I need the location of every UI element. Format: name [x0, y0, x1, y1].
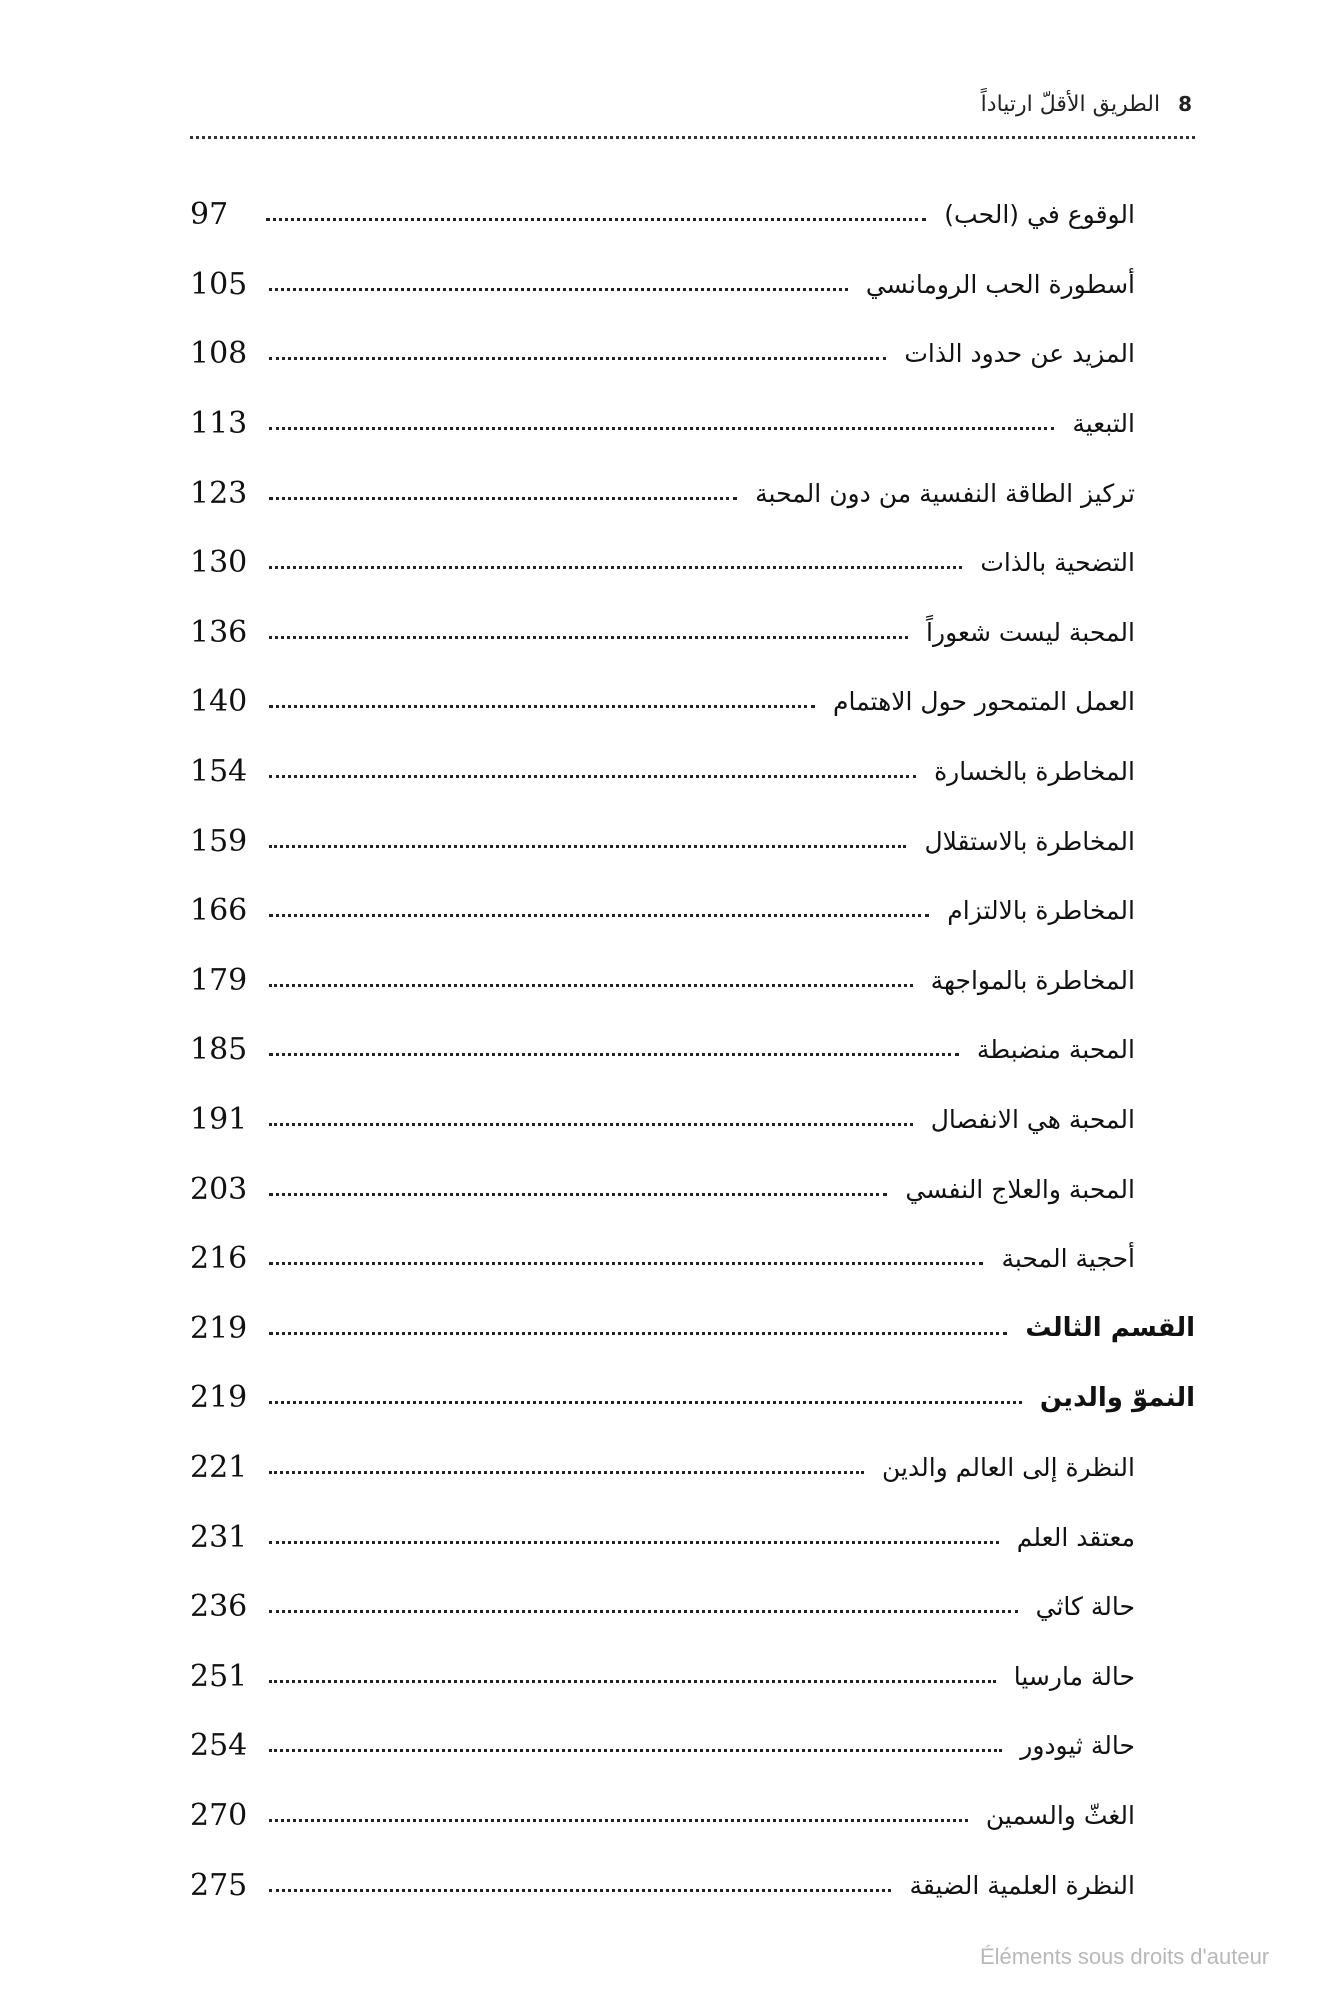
toc-entry[interactable] [190, 389, 1195, 459]
dot-leader [269, 1610, 1017, 1613]
toc-entry[interactable] [190, 876, 1195, 946]
toc-entry-title: التضحية بالذات [980, 548, 1135, 578]
toc-entry-title: معتقد العلم [1016, 1522, 1135, 1552]
dot-leader [269, 1819, 968, 1822]
dot-leader [269, 1471, 864, 1474]
toc-entry[interactable] [190, 1781, 1195, 1851]
book-title: الطريق الأقلّ ارتياداً [980, 92, 1161, 117]
toc-entry[interactable] [190, 1433, 1195, 1503]
dot-leader [269, 984, 912, 987]
toc-entry-page-number: 185 [190, 1032, 248, 1068]
toc-entry-page-number: 270 [190, 1797, 248, 1833]
page-number: 8 [1178, 92, 1192, 116]
toc-entry[interactable] [190, 528, 1195, 598]
toc-entry-title: الوقوع في (الحب) [944, 200, 1135, 230]
toc-entry-page-number: 97 [190, 197, 229, 233]
dot-leader [269, 1332, 1007, 1335]
toc-entry[interactable] [190, 1711, 1195, 1781]
toc-entry[interactable] [190, 1502, 1195, 1572]
toc-entry-page-number: 231 [190, 1519, 248, 1555]
toc-entry-title: حالة ثيودور [1020, 1731, 1135, 1761]
dot-leader [269, 1541, 998, 1544]
toc-entry-title: المخاطرة بالالتزام [947, 896, 1135, 926]
toc-entry-title: أسطورة الحب الرومانسي [865, 269, 1135, 299]
toc-entry[interactable] [190, 667, 1195, 737]
header-dotted-rule [190, 136, 1195, 139]
toc-entry-page-number: 236 [190, 1589, 248, 1625]
toc-entry-title: المحبة هي الانفصال [930, 1105, 1135, 1135]
toc-entry[interactable] [190, 1154, 1195, 1224]
toc-entry-page-number: 159 [190, 823, 248, 859]
toc-entry-page-number: 254 [190, 1728, 248, 1764]
toc-entry-title: التبعية [1072, 409, 1135, 439]
toc-entry-page-number: 191 [190, 1102, 248, 1138]
dot-leader [269, 566, 962, 569]
dot-leader [269, 427, 1054, 430]
toc-entry-page-number: 140 [190, 684, 248, 720]
toc-entry-title: النظرة العلمية الضيقة [909, 1870, 1135, 1900]
dot-leader [269, 845, 906, 848]
toc-entry-title: حالة كاثي [1035, 1592, 1135, 1622]
toc-entry-title: المحبة ليست شعوراً [926, 617, 1135, 647]
toc-section-heading[interactable] [190, 1363, 1195, 1433]
dot-leader [269, 1401, 1022, 1404]
toc-entry-page-number: 166 [190, 893, 248, 929]
toc-entry[interactable] [190, 598, 1195, 668]
toc-entry-page-number: 275 [190, 1867, 248, 1903]
toc-entry-page-number: 251 [190, 1658, 248, 1694]
copyright-watermark: Éléments sous droits d'auteur [980, 1944, 1270, 1969]
toc-entry-page-number: 154 [190, 754, 248, 790]
toc-entry-title: المحبة منضبطة [976, 1035, 1135, 1065]
toc-entry-page-number: 219 [190, 1310, 248, 1346]
dot-leader [269, 288, 848, 291]
running-head [981, 92, 1192, 117]
toc-entry[interactable] [190, 319, 1195, 389]
toc-entry[interactable] [190, 250, 1195, 320]
dot-leader [269, 775, 916, 778]
toc-entry-page-number: 123 [190, 475, 248, 511]
toc-entry-title: المخاطرة بالاستقلال [924, 826, 1135, 856]
toc-entry-title: العمل المتمحور حول الاهتمام [832, 687, 1135, 717]
dot-leader [269, 1053, 959, 1056]
toc-entry-title: النظرة إلى العالم والدين [882, 1452, 1135, 1482]
toc-entry-title: المزيد عن حدود الذات [904, 339, 1135, 369]
toc-entry-page-number: 105 [190, 266, 248, 302]
dot-leader [269, 497, 737, 500]
dot-leader [269, 1680, 996, 1683]
toc-entry[interactable] [190, 1572, 1195, 1642]
dot-leader [269, 705, 815, 708]
dot-leader [269, 357, 886, 360]
toc-entry[interactable] [190, 1850, 1195, 1920]
toc-entry-title: تركيز الطاقة النفسية من دون المحبة [755, 478, 1135, 508]
dot-leader [269, 1889, 891, 1892]
toc-entry-page-number: 136 [190, 614, 248, 650]
toc-entry[interactable] [190, 458, 1195, 528]
toc-section-heading[interactable] [190, 1294, 1195, 1364]
toc-entry[interactable] [190, 180, 1195, 250]
toc-entry[interactable] [190, 1015, 1195, 1085]
dot-leader [269, 1749, 1002, 1752]
toc-entry-page-number: 216 [190, 1241, 248, 1277]
dot-leader [269, 914, 929, 917]
toc-entry[interactable] [190, 1641, 1195, 1711]
toc-entry-page-number: 130 [190, 545, 248, 581]
toc-entry-page-number: 179 [190, 962, 248, 998]
toc-entry-page-number: 203 [190, 1171, 248, 1207]
toc-entry[interactable] [190, 1085, 1195, 1155]
dot-leader [269, 1262, 983, 1265]
toc-entry-title: حالة مارسيا [1013, 1661, 1135, 1691]
toc-entry-title: المخاطرة بالخسارة [934, 757, 1135, 787]
toc-entry-page-number: 113 [190, 406, 248, 442]
toc-entry-title: النموّ والدين [1039, 1382, 1195, 1413]
toc-entry-title: الغثّ والسمين [985, 1800, 1135, 1830]
dot-leader [266, 218, 926, 221]
toc-entry[interactable] [190, 946, 1195, 1016]
toc-entry-page-number: 221 [190, 1449, 248, 1485]
toc-entry[interactable] [190, 806, 1195, 876]
toc-entry-title: المخاطرة بالمواجهة [930, 965, 1135, 995]
dot-leader [269, 1123, 912, 1126]
table-of-contents [190, 180, 1195, 1920]
toc-entry-page-number: 108 [190, 336, 248, 372]
dot-leader [269, 1193, 887, 1196]
toc-entry-title: المحبة والعلاج النفسي [905, 1174, 1135, 1204]
toc-entry[interactable] [190, 1224, 1195, 1294]
toc-entry-title: أحجية المحبة [1001, 1244, 1135, 1274]
toc-entry-page-number: 219 [190, 1380, 248, 1416]
toc-entry-title: القسم الثالث [1025, 1313, 1195, 1344]
dot-leader [269, 636, 908, 639]
toc-entry[interactable] [190, 737, 1195, 807]
